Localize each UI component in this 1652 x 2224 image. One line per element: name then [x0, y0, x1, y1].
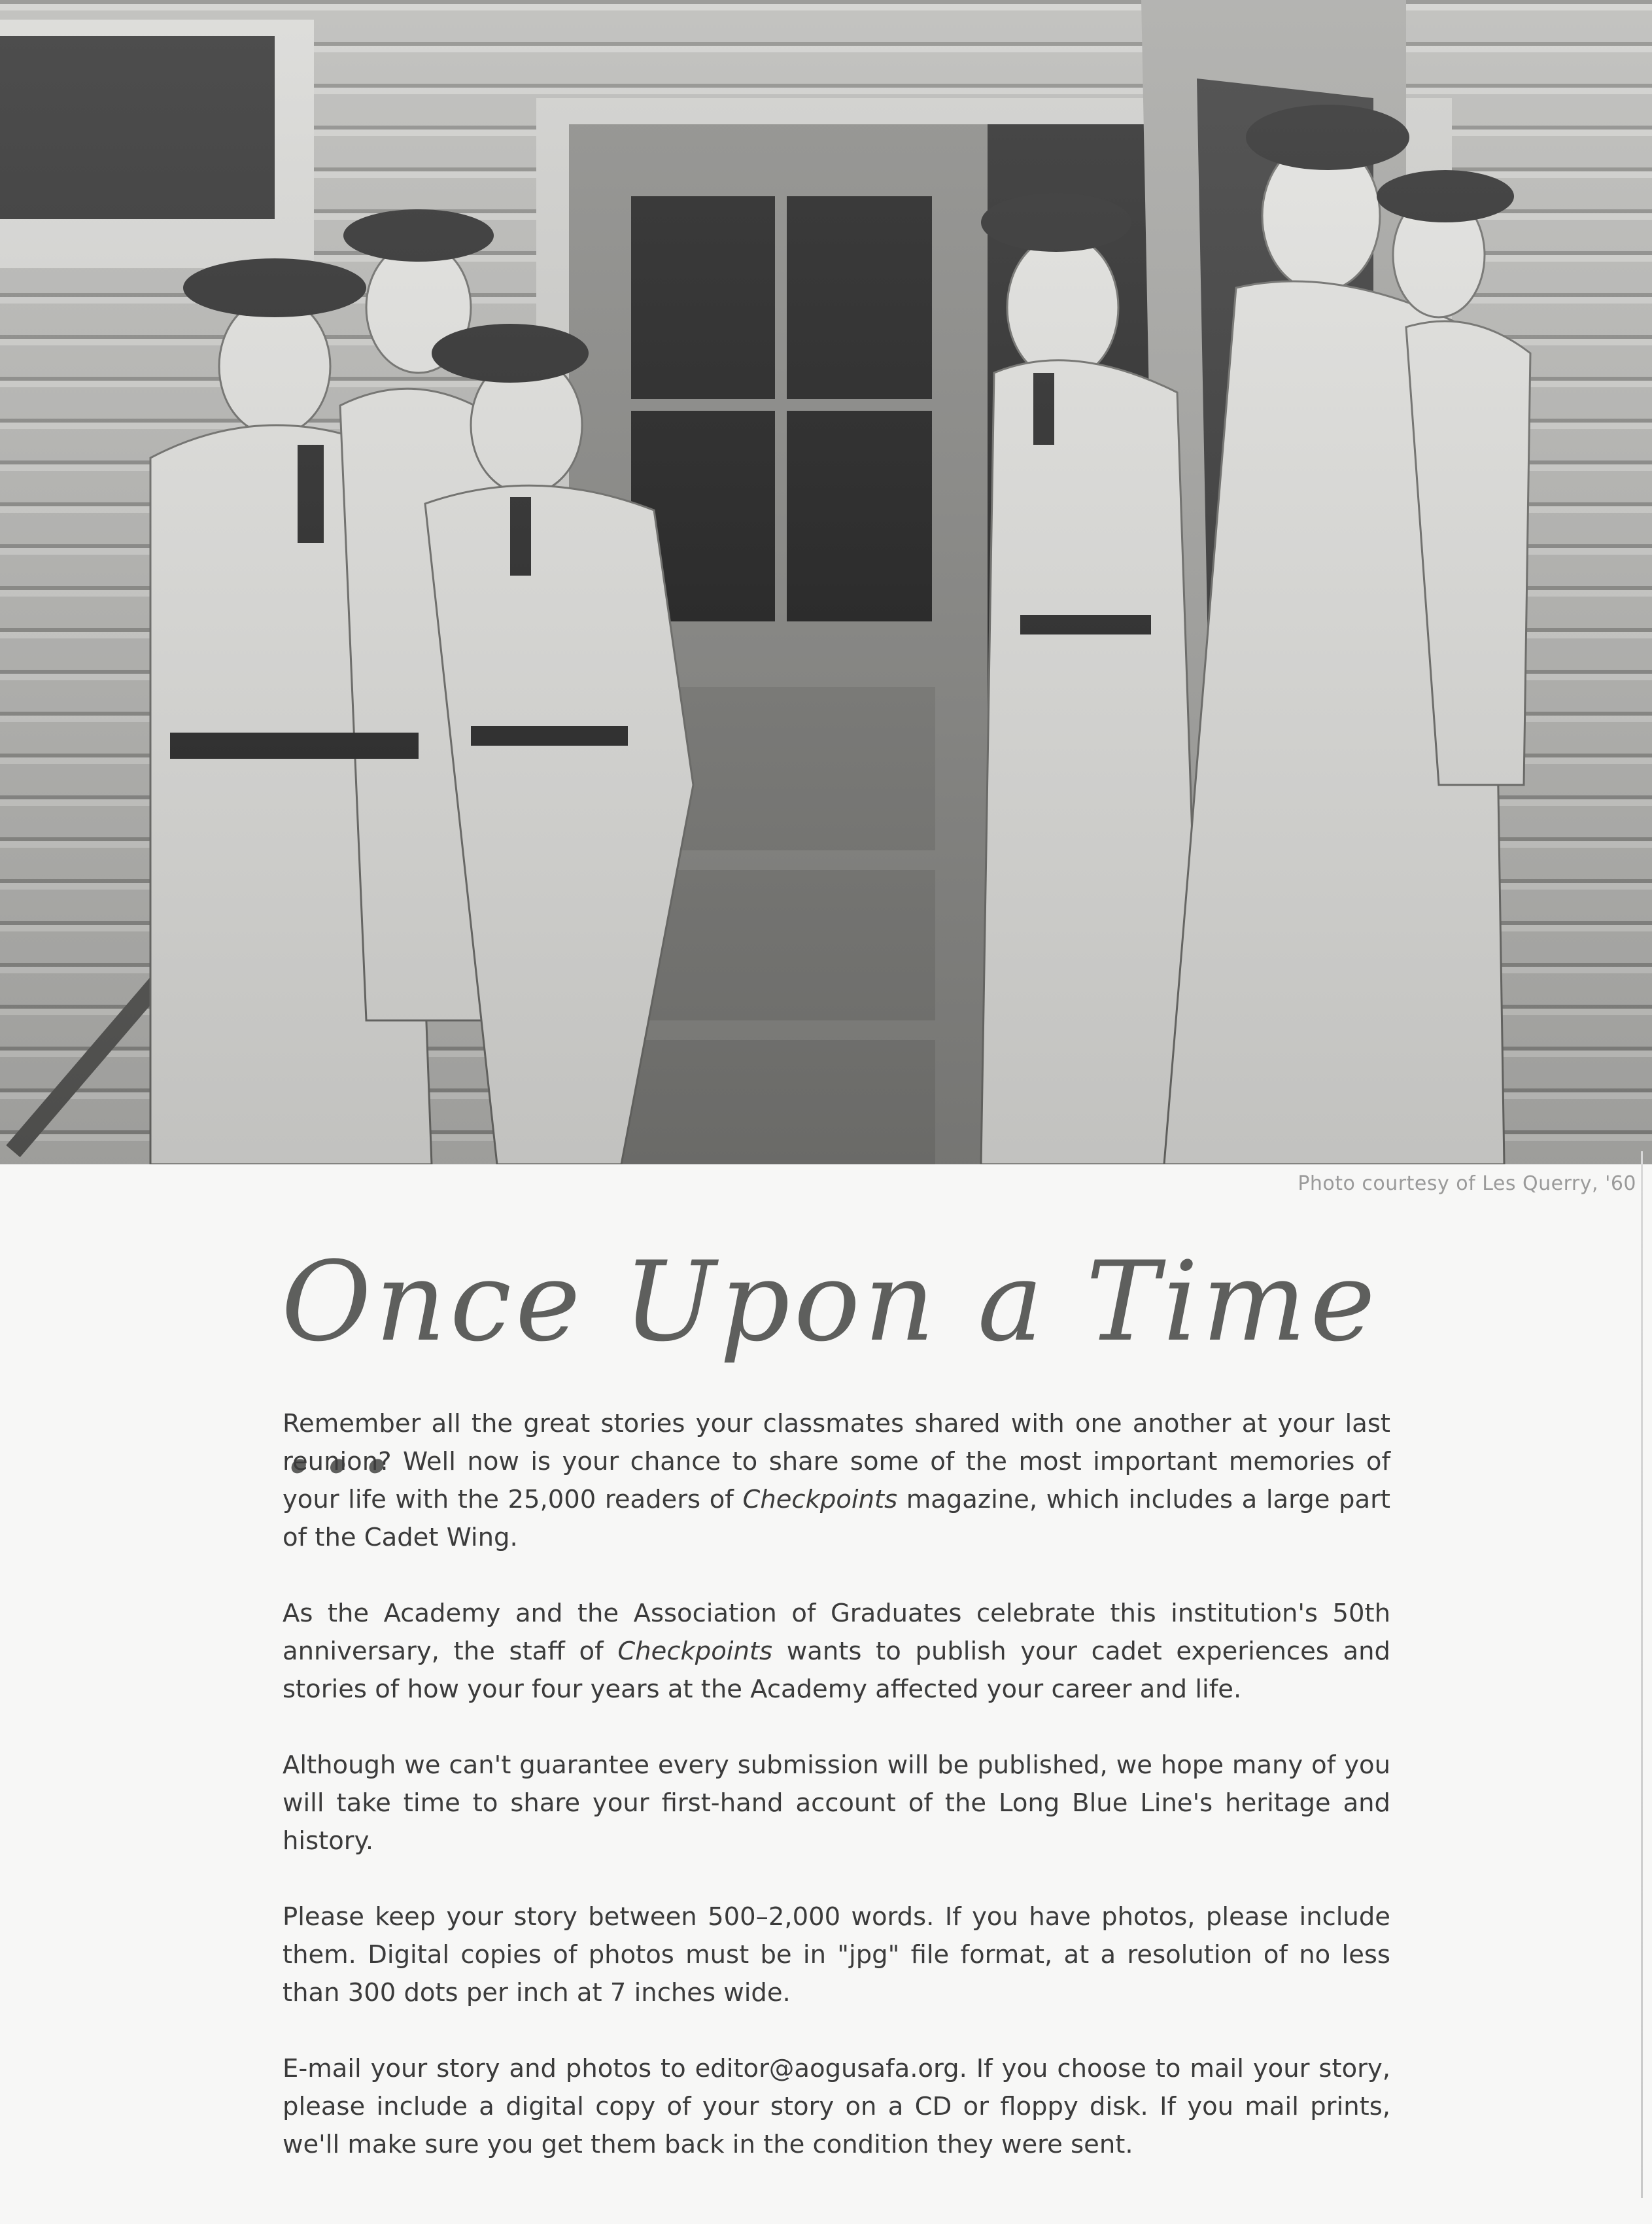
paragraph-text: wants to publish your cadet experiences and stories of how your four years at the Academy affected your career and life.	[283, 1637, 1390, 1704]
paragraph-text: E-mail your story and photos to	[283, 2054, 695, 2083]
paragraph-text: Remember all the great stories your classmates shared with one another at your last reunion? Well now is your chance to share some of the most important memories of your life with the 25,000 readers of	[283, 1409, 1390, 1514]
article-body	[283, 1405, 1390, 2202]
paragraph-text: As the Academy and the Association of Graduates celebrate this institution's 50th anniversary, the staff of	[283, 1599, 1390, 1666]
magazine-name: Checkpoints	[617, 1637, 773, 1666]
paragraph-text: . If you choose to mail your story, please include a digital copy of your story on a CD or floppy disk. If you mail prints, we'll make sure you get them back in the condition they were sent.	[283, 2054, 1390, 2159]
email-address[interactable]: editor@aogusafa.org	[695, 2054, 959, 2083]
paragraph-anniversary	[283, 1595, 1390, 1709]
paragraph-guarantee: Although we can't guarantee every submission will be published, we hope many of you will take time to share your first-hand account of the Long Blue Line's heritage and history.	[283, 1750, 1390, 1856]
magazine-name: Checkpoints	[742, 1485, 898, 1514]
paragraph-reunion	[283, 1405, 1390, 1557]
paragraph-text: magazine, which includes a large part of the Cadet Wing.	[283, 1485, 1390, 1552]
page-title: Once Upon a Time ...	[281, 1238, 1379, 1498]
paragraph-submission	[283, 2050, 1390, 2164]
photo-credit: Photo courtesy of Les Querry, '60	[1298, 1172, 1636, 1195]
paragraph-guidelines: Please keep your story between 500–2,000 words. If you have photos, please include them. Digital copies of photos must be in "jpg" file format, at a resolution of no less than 300 dots per inch at 7 inches wide.	[283, 1902, 1390, 2007]
page-edge	[1641, 1151, 1643, 2198]
